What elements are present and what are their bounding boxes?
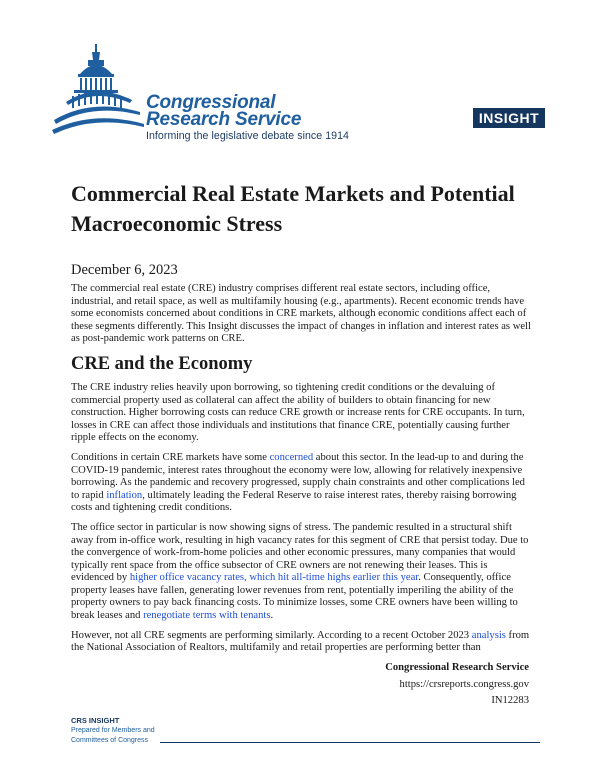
capitol-dome-logo [52,42,144,140]
paragraph-1: The CRE industry relies heavily upon borrowing, so tightening credit conditions or the devaluing of commercial property used as collateral can affect the ability of builders to obtain financing for new construction. Higher borrowing costs can reduce CRE growth or increase rents for CRE occupants. In turn, losses in CRE can affect those individuals and institutions that finance CRE, potentially causing further ripple effects on the economy. [71,381,525,444]
link-analysis[interactable]: analysis [471,629,506,641]
footer-prepared-line1: Prepared for Members and [71,727,155,734]
footer-prepared-line2: Committees of Congress [71,736,149,744]
link-inflation[interactable]: inflation [106,489,143,501]
logo-tagline: Informing the legislative debate since 1914 [146,130,349,142]
p3-text-c: . [270,610,274,622]
footer-org: Congressional Research Service [385,662,529,673]
link-concerned[interactable]: concerned [269,451,314,463]
paragraph-2 [71,452,532,515]
p2-text-c: , ultimately leading the Federal Reserve to raise interest rates, thereby raising borrowing costs and tightening credit conditions. [71,489,517,514]
paragraph-3 [71,522,532,623]
publication-date: December 6, 2023 [71,262,178,278]
p3-text-a: The office sector in particular is now showing signs of stress. The pandemic resulted in a structural shift away from in-office work, resulting in high vacancy rates for this segment of CRE that persist today. Due to the convergence of work-from-home policies and other economic pressures, many companies that would typically rent space from the office subsector of CRE owners are not renewing their leases. This is evidenced by [71,521,529,584]
logo-line-research-service: Research Service [146,109,302,130]
p3-text-b: . Consequently, office property leases have fallen, generating lower revenues from rent, potentially imperiling the ability of the property owners to pay back financing costs. To minimize losses, some CRE owners have been willing to break leases and [71,572,518,622]
p2-text-b: about this sector. In the lead-up to and during the COVID-19 pandemic, interest rates throughout the economy were low, allowing for relatively inexpensive borrowing. As the pandemic and recovery progressed, supply chain constraints and other complications led to rapid [71,451,525,501]
crs-insight-footer [71,716,155,745]
footer-url: https://crsreports.congress.gov [399,678,529,690]
paragraph-4 [71,630,532,655]
document-body [71,283,532,662]
link-office-vacancy-rates[interactable]: higher office vacancy rates, which hit all-time highs earlier this year [129,572,419,584]
footer-divider [160,742,540,743]
intro-paragraph: The commercial real estate (CRE) industry comprises different real estate sectors, including office, industrial, and retail space, as well as multifamily housing (e.g., apartments). Recent economic trends have some economists concerned about conditions in CRE markets, although economic conditions affect each of these segments differently. This Insight discusses the impact of changes in inflation and interest rates as well as post-pandemic work patterns on CRE. [71,283,531,345]
p4-text-a: However, not all CRE segments are performing similarly. According to a recent October 2023 [71,629,472,641]
insight-badge: INSIGHT [473,108,545,128]
footer-crs-insight: CRS INSIGHT [71,716,120,725]
footer-info [385,660,529,710]
p4-text-b: from the National Association of Realtors, multifamily and retail properties are performing better than [71,629,530,654]
p2-text-a: Conditions in certain CRE markets have some [71,451,270,463]
logo-line-congressional: Congressional [146,92,276,113]
logo-wordmark [146,94,349,142]
section-heading: CRE and the Economy [71,353,253,374]
link-renegotiate-terms[interactable]: renegotiate terms with tenants [143,610,271,622]
footer-report-id: IN12283 [491,695,529,706]
document-title: Commercial Real Estate Markets and Potential Macroeconomic Stress [71,181,515,236]
